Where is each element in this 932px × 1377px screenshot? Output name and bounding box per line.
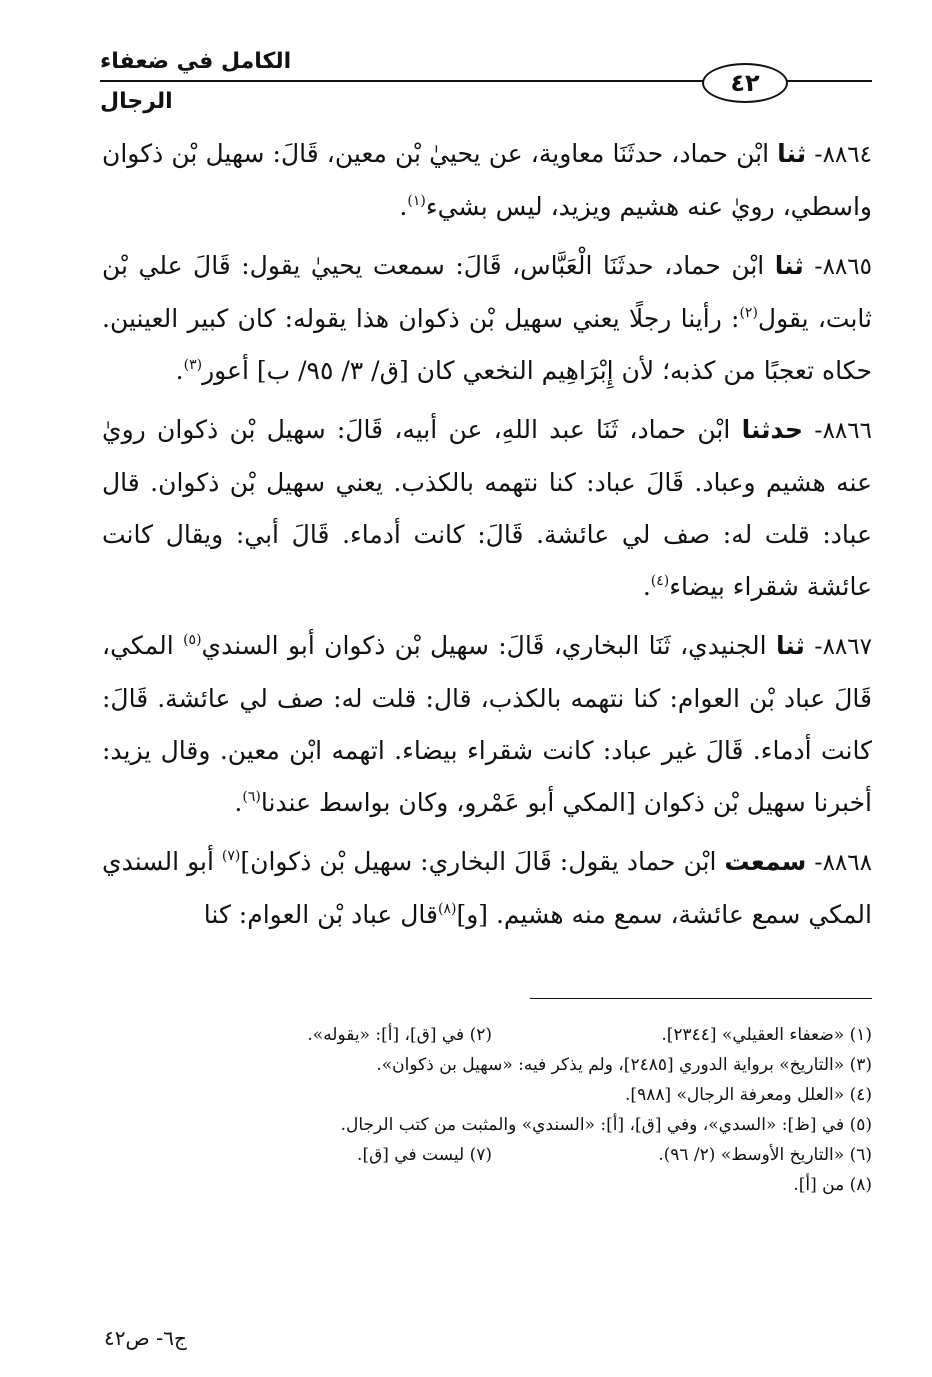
- paragraph-text: قال عباد بْن العوام: كنا: [203, 900, 438, 929]
- paragraph-text: .: [399, 192, 408, 221]
- footnote: (٦) «التاريخ الأوسط» (٢/ ٩٦).: [658, 1145, 872, 1165]
- paragraph-text: أبو السندي المكي سمع عائشة، سمع منه هشيم. [و]: [102, 847, 872, 929]
- entry-keyword: سمعت: [724, 847, 807, 876]
- entry-number: ٨٨٦٤-: [814, 142, 872, 168]
- footnotes: [102, 1020, 872, 1200]
- paragraph-text: ابْن حماد، حدثَنَا الْعَبَّاس، قَالَ: سمعت يحييٰ يقول: قَالَ علي بْن ثابت، يقول: [102, 251, 873, 333]
- footnote: (١) «ضعفاء العقيلي» [٢٣٤٤].: [661, 1025, 872, 1045]
- paragraph-text: .: [175, 356, 184, 385]
- paragraph: [102, 404, 872, 613]
- footnote-ref: (٣): [183, 357, 203, 373]
- footnote-row: [102, 1110, 872, 1140]
- footnote: (٤) «العلل ومعرفة الرجال» [٩٨٨].: [625, 1085, 872, 1105]
- footnote: (٧) ليست في [ق].: [357, 1145, 492, 1165]
- footnote-ref: (٢): [739, 305, 758, 321]
- footnote-row: [102, 1080, 872, 1110]
- entry-keyword: ثنا: [774, 251, 804, 280]
- paragraph: [102, 240, 872, 397]
- paragraph: [102, 836, 872, 941]
- main-text: [102, 128, 872, 948]
- footnote: (٥) في [ظ]: «السدي»، وفي [ق]، [أ]: «السندي» والمثبت من كتب الرجال.: [340, 1115, 872, 1135]
- footnote-ref: (١): [407, 193, 426, 209]
- entry-number: ٨٨٦٥-: [814, 254, 872, 280]
- paragraph-text: الجنيدي، ثَنَا البخاري، قَالَ: سهيل بْن ذكوان أبو السندي: [201, 631, 776, 660]
- book-title: الكامل في ضعفاء الرجال: [100, 49, 292, 114]
- footnote-row: [102, 1050, 872, 1080]
- footnote-ref: (٨): [437, 901, 457, 917]
- footnote: (٨) من [أ].: [793, 1175, 872, 1195]
- paragraph-text: ابْن حماد، ثَنَا عبد اللهِ، عن أبيه، قَالَ: سهيل بْن ذكوان رويٰ عنه هشيم وعباد. قَالَ عباد: كنا نتهمه بالكذب. يعني سهيل بْن ذكوان. قال عباد: قلت له: صف لي عائشة. قَالَ: كانت أدماء. قَالَ أبي: ويقال كانت عائشة شقراء بيضاء: [102, 415, 872, 601]
- paragraph-text: : رأينا رجلًا يعني سهيل بْن ذكوان هذا يقوله: كان كبير العينين. حكاه تعجبًا من كذبه؛ لأن إِبْرَاهِيم النخعي كان [ق/ ٣/ ٩٥/ ب] أعور: [102, 304, 872, 385]
- entry-number: ٨٨٦٨-: [814, 850, 872, 876]
- footnote: (٣) «التاريخ» برواية الدوري [٢٤٨٥]، ولم يذكر فيه: «سهيل بن ذكوان».: [376, 1055, 872, 1075]
- paragraph: [102, 128, 872, 233]
- footnote-ref: (٥): [183, 632, 202, 648]
- footnote-ref: (٦): [242, 789, 261, 805]
- entry-keyword: ثنا: [775, 631, 805, 660]
- volume-page-ref: ج٦- ص٤٢: [104, 1326, 187, 1350]
- footnote-ref: (٤): [650, 573, 670, 589]
- page-number: ٤٢: [702, 63, 788, 103]
- entry-number: ٨٨٦٧-: [814, 634, 872, 660]
- paragraph-text: المكي، قَالَ عباد بْن العوام: كنا نتهمه بالكذب، قال: قلت له: صف لي عائشة. قَالَ: كانت أدماء. قَالَ غير عباد: كانت شقراء بيضاء. اتهمه ابْن معين. وقال يزيد: أخبرنا سهيل بْن ذكوان [المكي أبو عَمْرو، وكان بواسط عندنا: [102, 631, 872, 817]
- entry-keyword: ثنا: [777, 139, 807, 168]
- footnote-ref: (٧): [221, 848, 241, 864]
- footnote-rule: [530, 998, 872, 999]
- paragraph-text: ابْن حماد، حدثَنَا معاوية، عن يحييٰ بْن معين، قَالَ: سهيل بْن ذكوان واسطي، رويٰ عنه هشيم ويزيد، ليس بشيء: [102, 139, 872, 221]
- paragraph-text: ابْن حماد يقول: قَالَ البخاري: سهيل بْن ذكوان]: [240, 847, 725, 876]
- paragraph-text: .: [642, 572, 651, 601]
- paragraph-text: .: [234, 788, 243, 817]
- entry-number: ٨٨٦٦-: [814, 418, 872, 444]
- entry-keyword: حدثنا: [741, 415, 804, 444]
- footnote-row: [102, 1170, 872, 1200]
- footnote-row: [102, 1140, 872, 1170]
- footnote-row: [102, 1020, 872, 1050]
- footnote: (٢) في [ق]، [أ]: «يقوله».: [307, 1025, 492, 1045]
- paragraph: [102, 620, 872, 829]
